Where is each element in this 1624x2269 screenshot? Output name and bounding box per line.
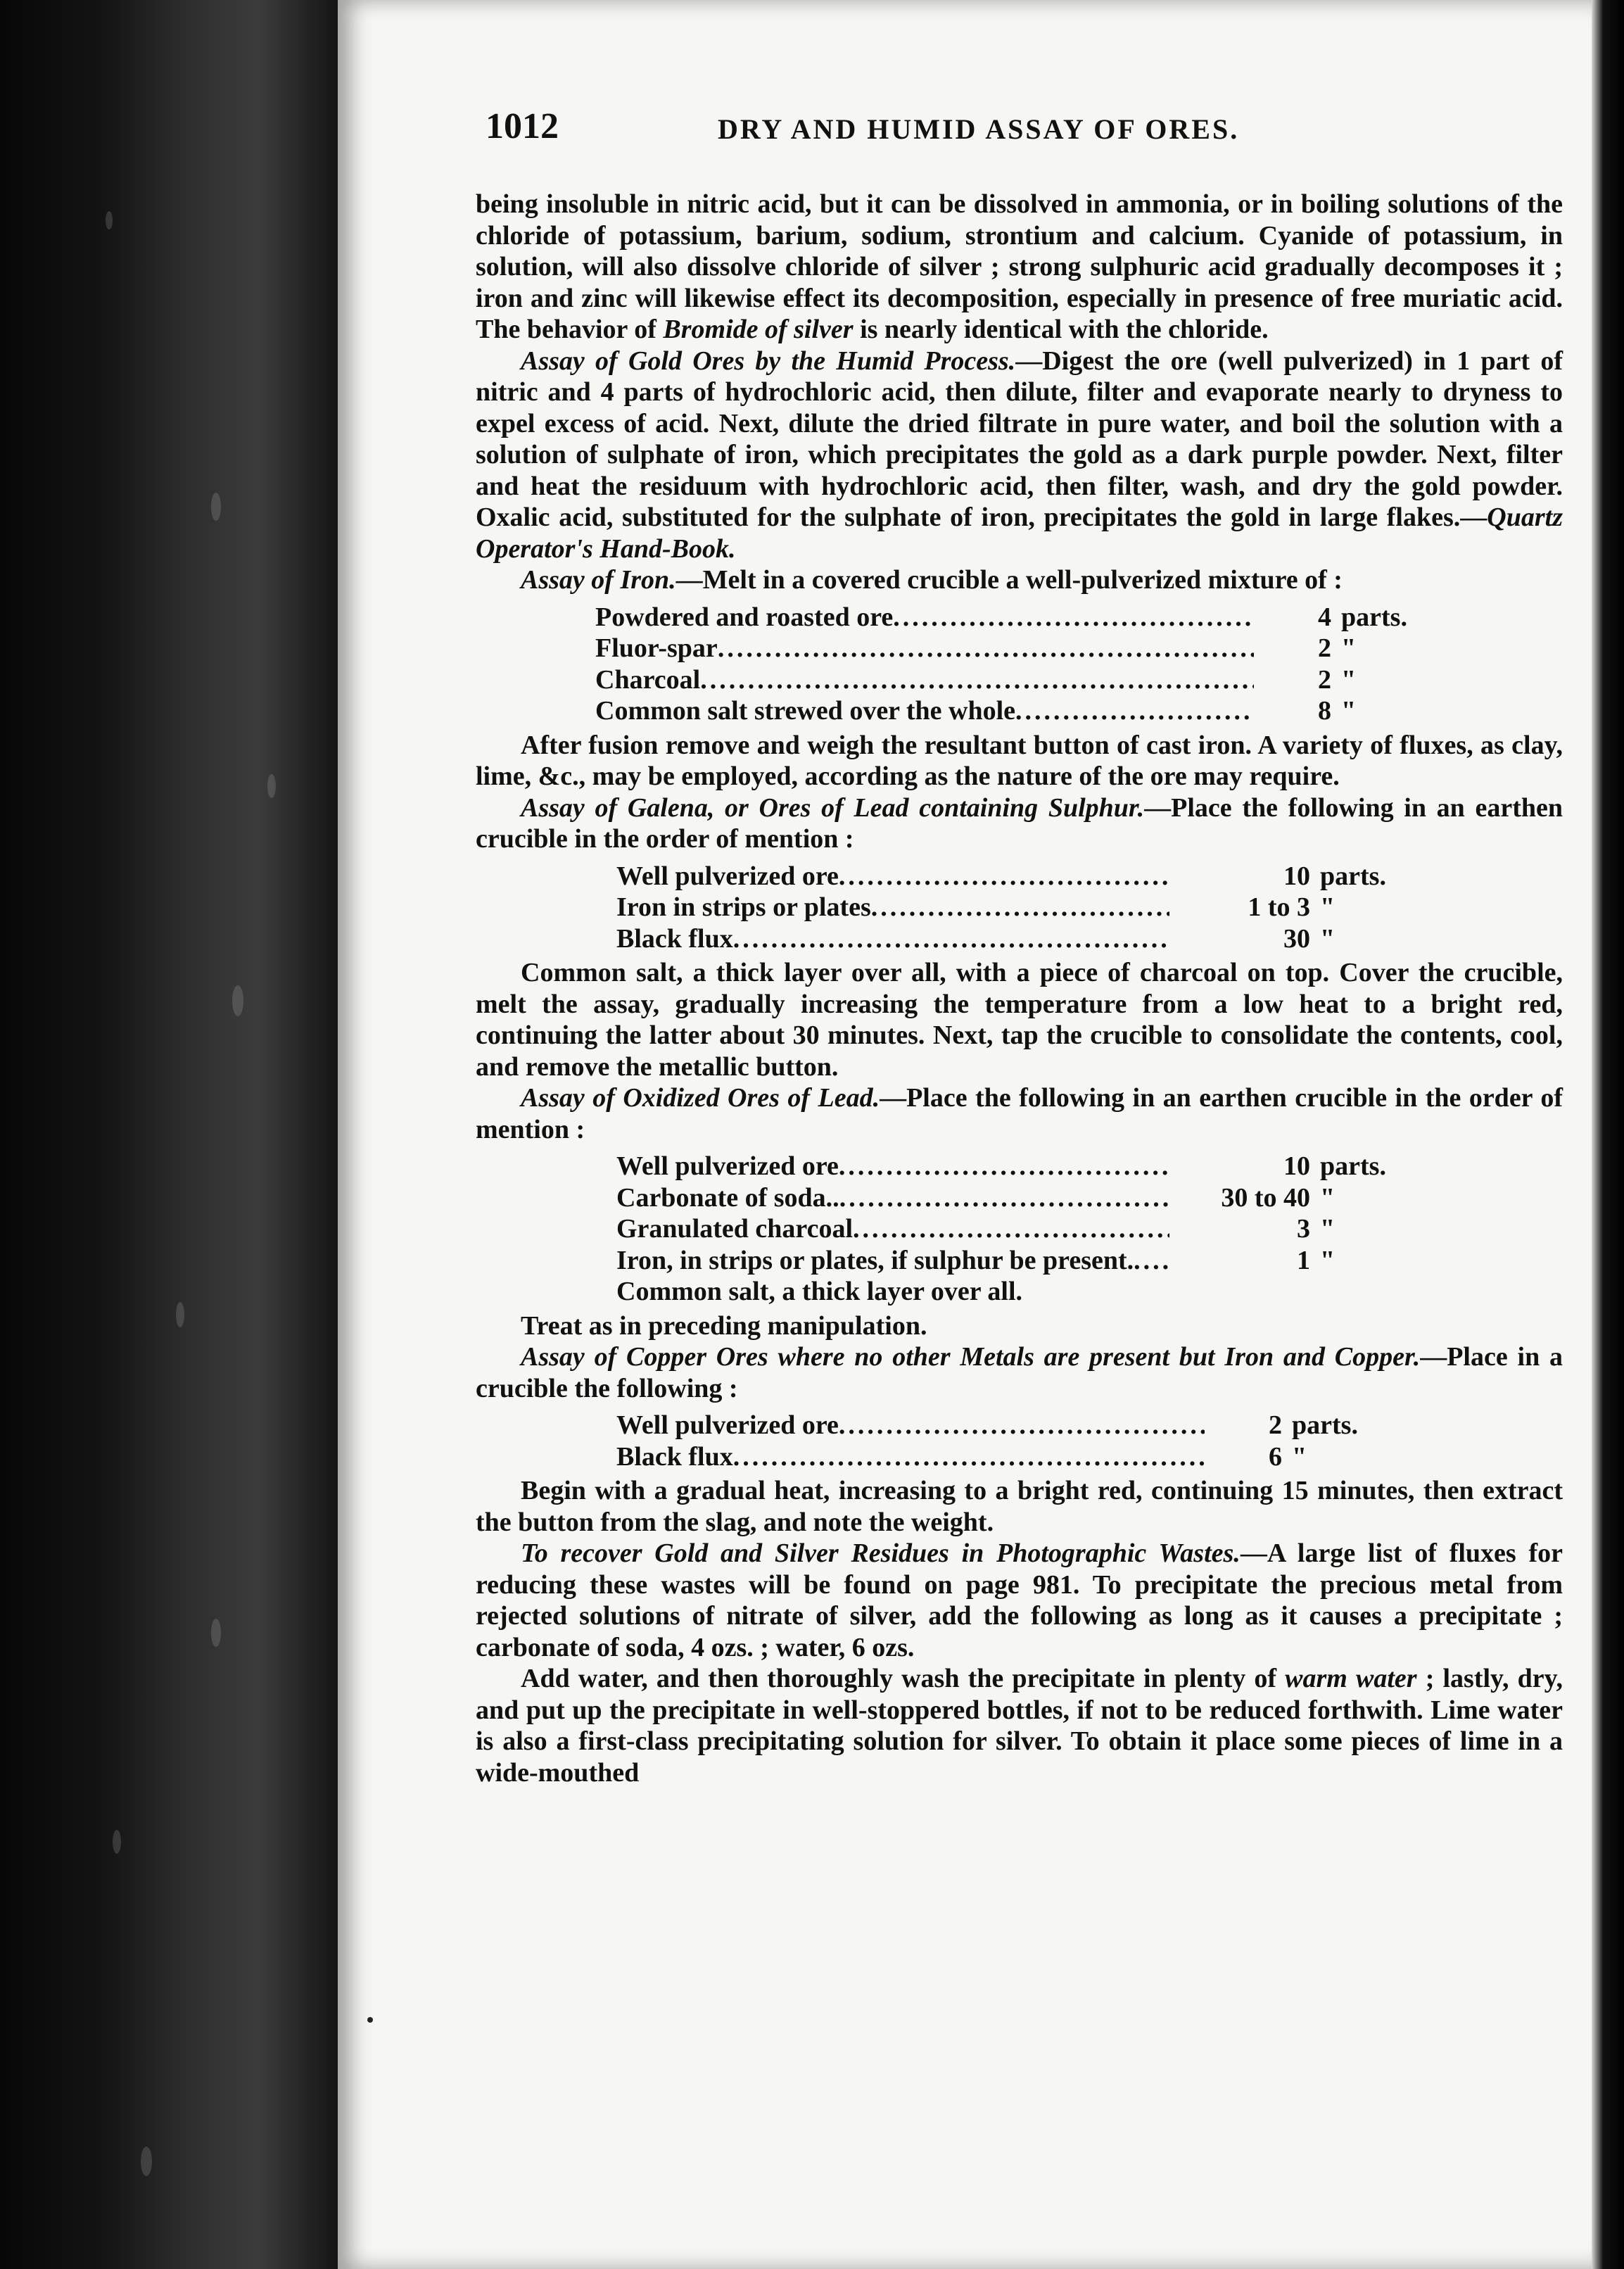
ink-speck (367, 2017, 373, 2023)
table-row: Well pulverized ore ..... 10 parts. (616, 1151, 1412, 1182)
paragraph-silver: being insoluble in nitric acid, but it can be dissolved in ammonia, or in boiling solutions of the chloride of potassium, barium, sodium, strontium and calcium. Cyanide of potassium, in solution, will also dissolve chloride of silver ; strong sulphuric acid gradually decomposes it ; iron and zinc will likewise effect its decomposition, especially in presence of free muriatic acid. The behavior of Bromide of silver is nearly identical with the chloride. (476, 189, 1563, 344)
book-binding-shadow (0, 0, 345, 2269)
paragraph-gold-assay: Assay of Gold Ores by the Humid Process.—Digest the ore (well pulverized) in 1 part of nitric and 4 parts of hydrochloric acid, then dilute, filter and evaporate nearly to dryness to expel excess of acid. Next, dilute the dried filtrate in pure water, and boil the solution with a solution of sulphate of iron, which precipitates the gold as a dark purple powder. Next, filter and heat the residuum with hydrochloric acid, then filter, wash, and dry the gold powder. Oxalic acid, substituted for the sulphate of iron, precipitates the gold in large flakes.—Quartz Operator's Hand-Book. (476, 346, 1563, 564)
page-edge (1592, 0, 1624, 2269)
table-row: Black flux ..... 6 " (616, 1441, 1383, 1473)
running-head: DRY AND HUMID ASSAY OF ORES. (718, 113, 1240, 145)
section-heading-galena: Assay of Galena, or Ores of Lead containing Sulphur. (521, 792, 1145, 823)
table-row: Well pulverized ore ..... 2 parts. (616, 1410, 1383, 1441)
paragraph-oxidized-lead: Assay of Oxidized Ores of Lead.—Place the following in an earthen crucible in the order of mention : (476, 1083, 1563, 1144)
table-row: Granulated charcoal ..... 3 " (616, 1213, 1412, 1245)
section-heading-copper: Assay of Copper Ores where no other Metals are present but Iron and Copper. (521, 1342, 1421, 1372)
paragraph-photographic-wastes: To recover Gold and Silver Residues in Photographic Wastes.—A large list of fluxes for reducing these wastes will be found on page 981. To precipitate the precious metal from rejected solutions of nitrate of silver, add the following as long as it causes a precipitate ; carbonate of soda, 4 ozs. ; water, 6 ozs. (476, 1538, 1563, 1662)
paragraph-iron-assay: Assay of Iron.—Melt in a covered crucible a well-pulverized mixture of : (521, 565, 1343, 595)
table-row: Well pulverized ore ..... 10 parts. (616, 861, 1412, 892)
paragraph-copper-assay: Assay of Copper Ores where no other Metals are present but Iron and Copper.—Place in a crucible the following : (476, 1342, 1563, 1403)
copper-mixture-table (616, 1410, 1383, 1472)
page-number: 1012 (486, 106, 559, 146)
section-heading-iron: Assay of Iron. (521, 565, 676, 595)
page-header (486, 106, 1358, 162)
section-heading-gold: Assay of Gold Ores by the Humid Process. (521, 346, 1016, 376)
source-citation: Quartz Operator's Hand-Book. (476, 503, 1563, 564)
table-row: Iron, in strips or plates, if sulphur be present. ..... 1 " (616, 1245, 1412, 1277)
paragraph-lime-water: Add water, and then thoroughly wash the precipitate in plenty of warm water ; lastly, dry, and put up the precipitate in well-stoppered bottles, if not to be reduced forthwith. Lime water is also a first-class precipitating solution for silver. To obtain it place some pieces of lime in a wide-mouthed (476, 1664, 1563, 1788)
section-heading-oxidized-lead: Assay of Oxidized Ores of Lead. (521, 1083, 880, 1113)
table-row: Black flux ..... 30 " (616, 923, 1412, 955)
paragraph-galena-assay: Assay of Galena, or Ores of Lead containing Sulphur.—Place the following in an earthen crucible in the order of mention : (476, 792, 1563, 854)
section-heading-photographic: To recover Gold and Silver Residues in Photographic Wastes. (521, 1538, 1241, 1568)
table-row: Powdered and roasted ore ..... 4 parts. (595, 602, 1433, 633)
table-row: Carbonate of soda.. ..... 30 to 40 " (616, 1182, 1412, 1214)
table-row: Common salt, a thick layer over all. (616, 1277, 1022, 1306)
table-row: Common salt strewed over the whole ..... 8 " (595, 695, 1433, 727)
page-body (476, 189, 1563, 1788)
table-row: Iron in strips or plates ..... 1 to 3 " (616, 892, 1412, 923)
paragraph-galena-after: Common salt, a thick layer over all, with a piece of charcoal on top. Cover the crucible, melt the assay, gradually increasing the temperature from a low heat to a bright red, continuing the latter about 30 minutes. Next, tap the crucible to consolidate the contents, cool, and remove the metallic button. (476, 958, 1563, 1082)
galena-mixture-table (616, 861, 1412, 955)
table-row: Charcoal ..... 2 " (595, 664, 1433, 696)
oxidized-lead-table (616, 1151, 1412, 1308)
paragraph-oxidized-after: Treat as in preceding manipulation. (521, 1310, 927, 1341)
iron-mixture-table (595, 602, 1433, 727)
table-row: Fluor-spar ..... 2 " (595, 633, 1433, 664)
paragraph-copper-after: Begin with a gradual heat, increasing to a bright red, continuing 15 minutes, then extract the button from the slag, and note the weight. (476, 1476, 1563, 1537)
paragraph-iron-after: After fusion remove and weigh the resultant button of cast iron. A variety of fluxes, as clay, lime, &c., may be employed, according as the nature of the ore may require. (476, 730, 1563, 791)
